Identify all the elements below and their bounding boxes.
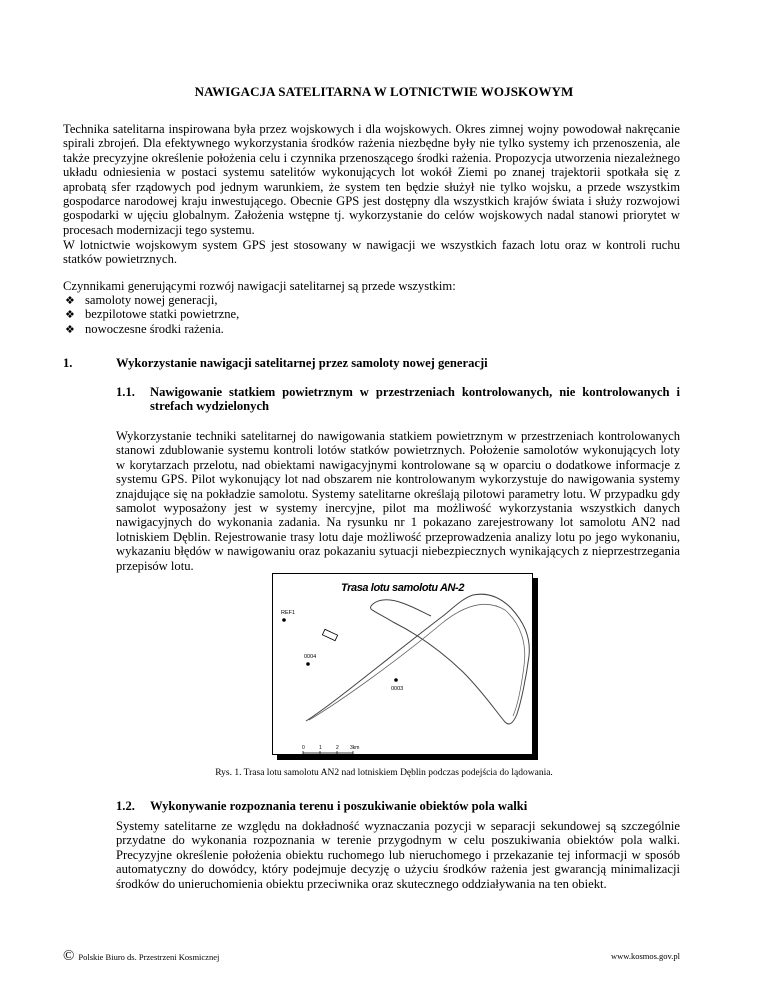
scale-label: 2: [336, 745, 339, 751]
section-1-number: 1.: [63, 356, 73, 370]
flight-path-line: [306, 594, 529, 724]
scale-label: 1: [319, 745, 322, 751]
scale-label: 0: [302, 745, 305, 751]
point-0004-marker: [306, 662, 310, 666]
section-1-1-heading-line2: strefach wydzielonych: [150, 399, 270, 413]
flight-path-map: [273, 574, 534, 756]
point-label-0004: 0004: [304, 654, 317, 660]
point-label-ref1: REF1: [281, 610, 296, 616]
point-label-0003: 0003: [391, 686, 404, 692]
gps-paragraph: W lotnictwie wojskowym system GPS jest stosowany w nawigacji we wszystkich fazach lotu oraz w kontroli ruchu statków powietrznych.: [63, 238, 680, 267]
flight-path-inner: [309, 604, 525, 720]
factors-intro: Czynnikami generującymi rozwój nawigacji satelitarnej są przede wszystkim:: [63, 279, 456, 293]
bullet-diamond-icon: ❖: [65, 294, 75, 307]
section-1-1-body: Wykorzystanie techniki satelitarnej do nawigowania statkiem powietrznym w przestrzeniach kontrolowanych stanowi zdublowanie systemu kontroli lotów statków powietrznych. Położenie samolotów wykonujących loty w korytarzach przelotu, nad obiektami nawigacyjnymi kontrolowane są w oparciu o dodatkowe informacje z systemu GPS. Pilot wykonujący lot nad obszarem nie kontrolowanym wykorzystuje do nawigowania systemy znajdujące się na pokładzie samolotu. Systemy satelitarne określają pilotowi parametry lotu. W przypadku gdy samolot wyposażony jest w systemy inercyjne, pilot ma możliwość wykorzystania wszystkich danych nawigacyjnych do wykonania zadania. Na rysunku nr 1 pokazano zarejestrowany lot samolotu AN2 nad lotniskiem Dęblin. Rejestrowanie trasy lotu daje możliwość przeprowadzenia analizy lotu po jego wykonaniu, wykazaniu błędów w nawigowaniu oraz pokazaniu sytuacji niebezpiecznych wynikających z nieprzestrzegania przepisów lotu.: [116, 429, 680, 573]
document-title: NAWIGACJA SATELITARNA W LOTNICTWIE WOJSKOWYM: [194, 84, 574, 99]
point-ref1-marker: [282, 618, 286, 622]
list-item: ❖ bezpilotowe statki powietrzne,: [65, 307, 240, 322]
bullet-diamond-icon: ❖: [65, 308, 75, 322]
factors-list: [63, 293, 239, 336]
scale-label: 3km: [350, 745, 360, 751]
section-1-2-number: 1.2.: [116, 799, 135, 813]
intro-paragraph: Technika satelitarna inspirowana była przez wojskowych i dla wojskowych. Okres zimnej wojny powodował nakręcanie spirali zbrojeń. Dla efektywnego wykorzystania środków rażenia niezbędne były nie tylko systemy ich przenoszenia, ale także precyzyjne określenie położenia celu i czynnika przenoszącego środki rażenia. Propozycja utworzenia niezależnego układu odniesienia w postaci systemu satelitów wykonujących lot wokół Ziemi po znanej trajektorii spotkała się z aprobatą sfer rządowych pod jednym warunkiem, że system ten będzie służył nie tylko wojsku, a przede wszystkim gospodarce narodowej kraju inwestującego. Obecnie GPS jest dostępny dla wszystkich krajów świata i służy rozwojowi gospodarki w ujęciu globalnym. Założenia wstępne tj. wykorzystanie do celów wojskowych nadal stanowi priorytet w procesach modernizacji tego systemu.: [63, 122, 680, 237]
figure-caption: Rys. 1. Trasa lotu samolotu AN2 nad lotniskiem Dęblin podczas podejścia do lądowania.: [215, 768, 553, 778]
point-0003-marker: [394, 678, 398, 682]
footer-left: [63, 948, 219, 965]
runway-marker: [322, 629, 337, 640]
section-1-1-heading-line1: Nawigowanie statkiem powietrznym w przestrzeniach kontrolowanych, nie kontrolowanych i: [150, 385, 680, 399]
figure-title: Trasa lotu samolotu AN-2: [341, 582, 465, 594]
section-1-2-body: Systemy satelitarne ze względu na dokładność wyznaczania pozycji w separacji sekundowej są szczególnie przydatne do wykonania rozpoznania w terenie przygodnym w celu poszukiwania obiektów pola walki. Precyzyjne określenie położenia obiektu ruchomego lub nieruchomego i przekazanie tej informacji w sposób automatyczny do dowódcy, który podejmuje decyzję o użyciu środków rażenia jest gwarancją minimalizacji środków do unieruchomienia obiektu przeciwnika oraz skutecznego oddziaływania na ten obiekt.: [116, 819, 680, 891]
footer-organization: Polskie Biuro ds. Przestrzeni Kosmicznej: [78, 951, 220, 962]
section-1-2-heading: Wykonywanie rozpoznania terenu i poszukiwanie obiektów pola walki: [150, 799, 528, 813]
list-item: ❖ samoloty nowej generacji,: [65, 293, 218, 307]
list-item: ❖ nowoczesne środki rażenia.: [65, 321, 224, 336]
section-1-heading: Wykorzystanie nawigacji satelitarnej przez samoloty nowej generacji: [116, 356, 488, 370]
bullet-diamond-icon: ❖: [65, 322, 75, 336]
footer-website: www.kosmos.gov.pl: [610, 951, 680, 961]
copyright-icon: ©: [63, 948, 75, 964]
section-1-1-number: 1.1.: [116, 385, 135, 399]
flight-path-figure: [272, 573, 538, 760]
figure-frame: [272, 573, 533, 755]
